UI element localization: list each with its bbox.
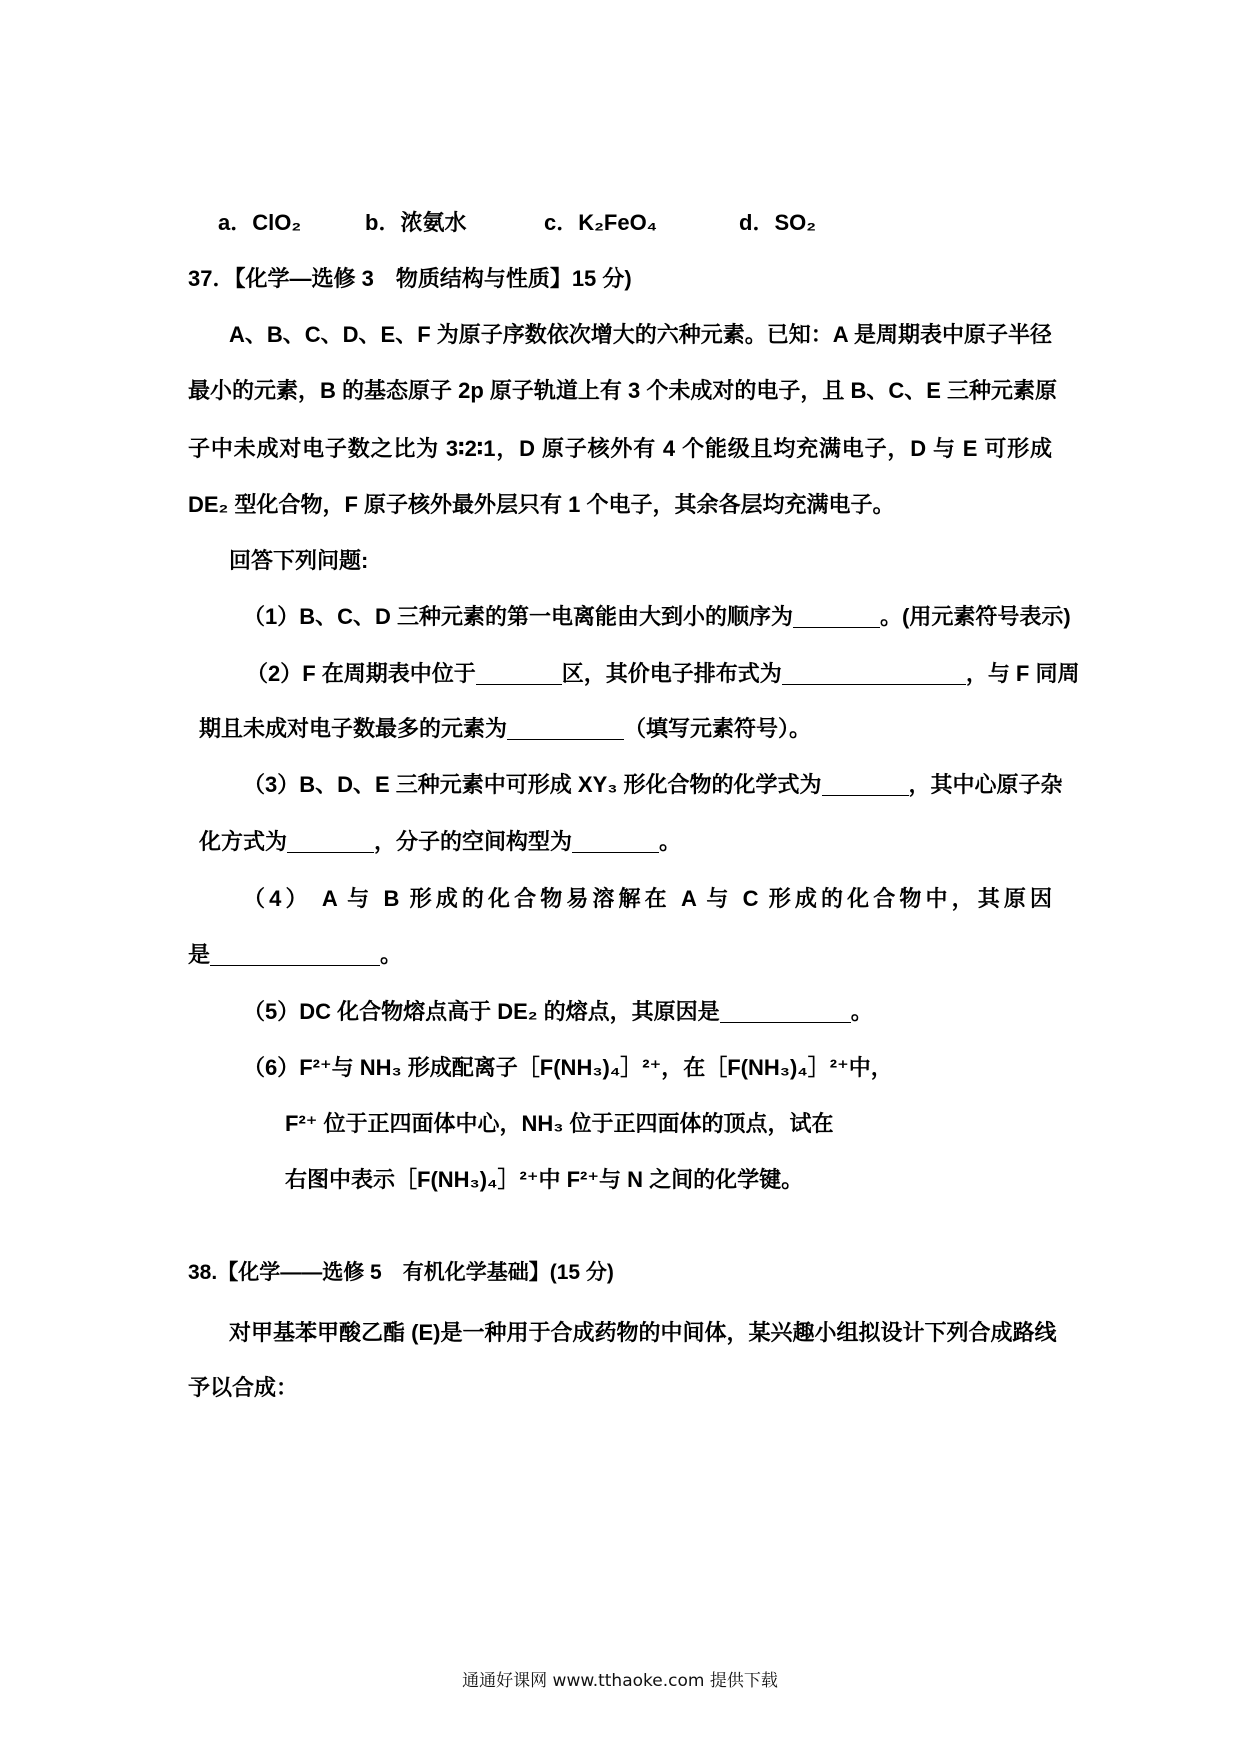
part2-text: ，与 F 同周 — [965, 661, 1080, 686]
answer-blank — [782, 664, 966, 685]
answer-blank — [507, 719, 624, 740]
q37-heading: 37．【化学—选修 3 物质结构与性质】15 分) — [188, 266, 632, 291]
q37-part3 — [243, 770, 1063, 800]
q37-part3-cont — [199, 827, 681, 857]
answer-blank — [210, 945, 380, 966]
option-b: b．浓氨水 — [365, 210, 467, 235]
q37-part4-cont — [188, 940, 402, 970]
part3-text: 化方式为 — [199, 829, 288, 854]
part4-text: 是 — [188, 942, 211, 967]
part1-text: （1）B、C、D 三种元素的第一电离能由大到小的顺序为 — [243, 604, 794, 629]
answer-blank — [476, 664, 562, 685]
answer-blank — [287, 832, 374, 853]
part3-text: 。 — [659, 829, 682, 854]
answer-blank — [572, 832, 659, 853]
part5-text: （5）DC 化合物熔点高于 DE₂ 的熔点，其原因是 — [243, 999, 720, 1024]
q38-stem-line: 予以合成： — [188, 1375, 299, 1400]
q37-stem-line: A、B、C、D、E、F 为原子序数依次增大的六种元素。已知：A 是周期表中原子半径 — [229, 322, 1052, 347]
q38-heading: 38.【化学——选修 5 有机化学基础】(15 分) — [188, 1261, 614, 1284]
part1-text: 。(用元素符号表示) — [880, 604, 1071, 629]
q38-stem-line: 对甲基苯甲酸乙酯 (E)是一种用于合成药物的中间体，某兴趣小组拟设计下列合成路线 — [229, 1320, 1057, 1345]
q37-part2-cont — [199, 714, 811, 744]
answer-blank — [793, 607, 880, 628]
part3-text: ，分子的空间构型为 — [374, 829, 573, 854]
page-footer: 通通好课网 www.tthaoke.com 提供下载 — [462, 1671, 778, 1691]
option-d: d．SO₂ — [739, 210, 817, 235]
q37-part5 — [243, 997, 873, 1027]
part2-text: （2）F 在周期表中位于 — [246, 661, 476, 686]
q37-part1 — [243, 602, 1071, 632]
q37-part6: （6）F²⁺与 NH₃ 形成配离子［F(NH₃)₄］²⁺，在［F(NH₃)₄］²⁺中， — [243, 1055, 893, 1080]
q37-part2 — [246, 659, 1080, 689]
q37-part6-cont: F²⁺ 位于正四面体中心，NH₃ 位于正四面体的顶点，试在 — [285, 1111, 834, 1136]
answer-blank — [720, 1002, 851, 1023]
option-a: a．ClO₂ — [218, 210, 302, 235]
q37-part6-cont: 右图中表示［F(NH₃)₄］²⁺中 F²⁺与 N 之间的化学键。 — [285, 1167, 804, 1192]
option-c: c．K₂FeO₄ — [544, 210, 658, 235]
part2-text: 期且未成对电子数最多的元素为 — [199, 716, 508, 741]
part2-text: （填写元素符号）。 — [624, 716, 812, 741]
part3-text: （3）B、D、E 三种元素中可形成 XY₃ 形化合物的化学式为 — [243, 772, 822, 797]
part2-text: 区，其价电子排布式为 — [561, 661, 782, 686]
q37-prompt: 回答下列问题: — [229, 548, 369, 573]
part3-text: ，其中心原子杂 — [908, 772, 1063, 797]
part5-text: 。 — [850, 999, 873, 1024]
q37-stem-line: DE₂ 型化合物，F 原子核外最外层只有 1 个电子，其余各层均充满电子。 — [188, 492, 895, 517]
answer-blank — [822, 775, 909, 796]
q37-stem-line: 最小的元素，B 的基态原子 2p 原子轨道上有 3 个未成对的电子，且 B、C、E 三种元素原 — [188, 378, 1058, 403]
q37-stem-line: 子中未成对电子数之比为 3∶2∶1，D 原子核外有 4 个能级且均充满电子，D 与 E 可形成 — [188, 436, 1052, 461]
part4-text: 。 — [380, 942, 403, 967]
q37-part4: （4） A 与 B 形成的化合物易溶解在 A 与 C 形成的化合物中，其原因 — [243, 886, 1052, 911]
